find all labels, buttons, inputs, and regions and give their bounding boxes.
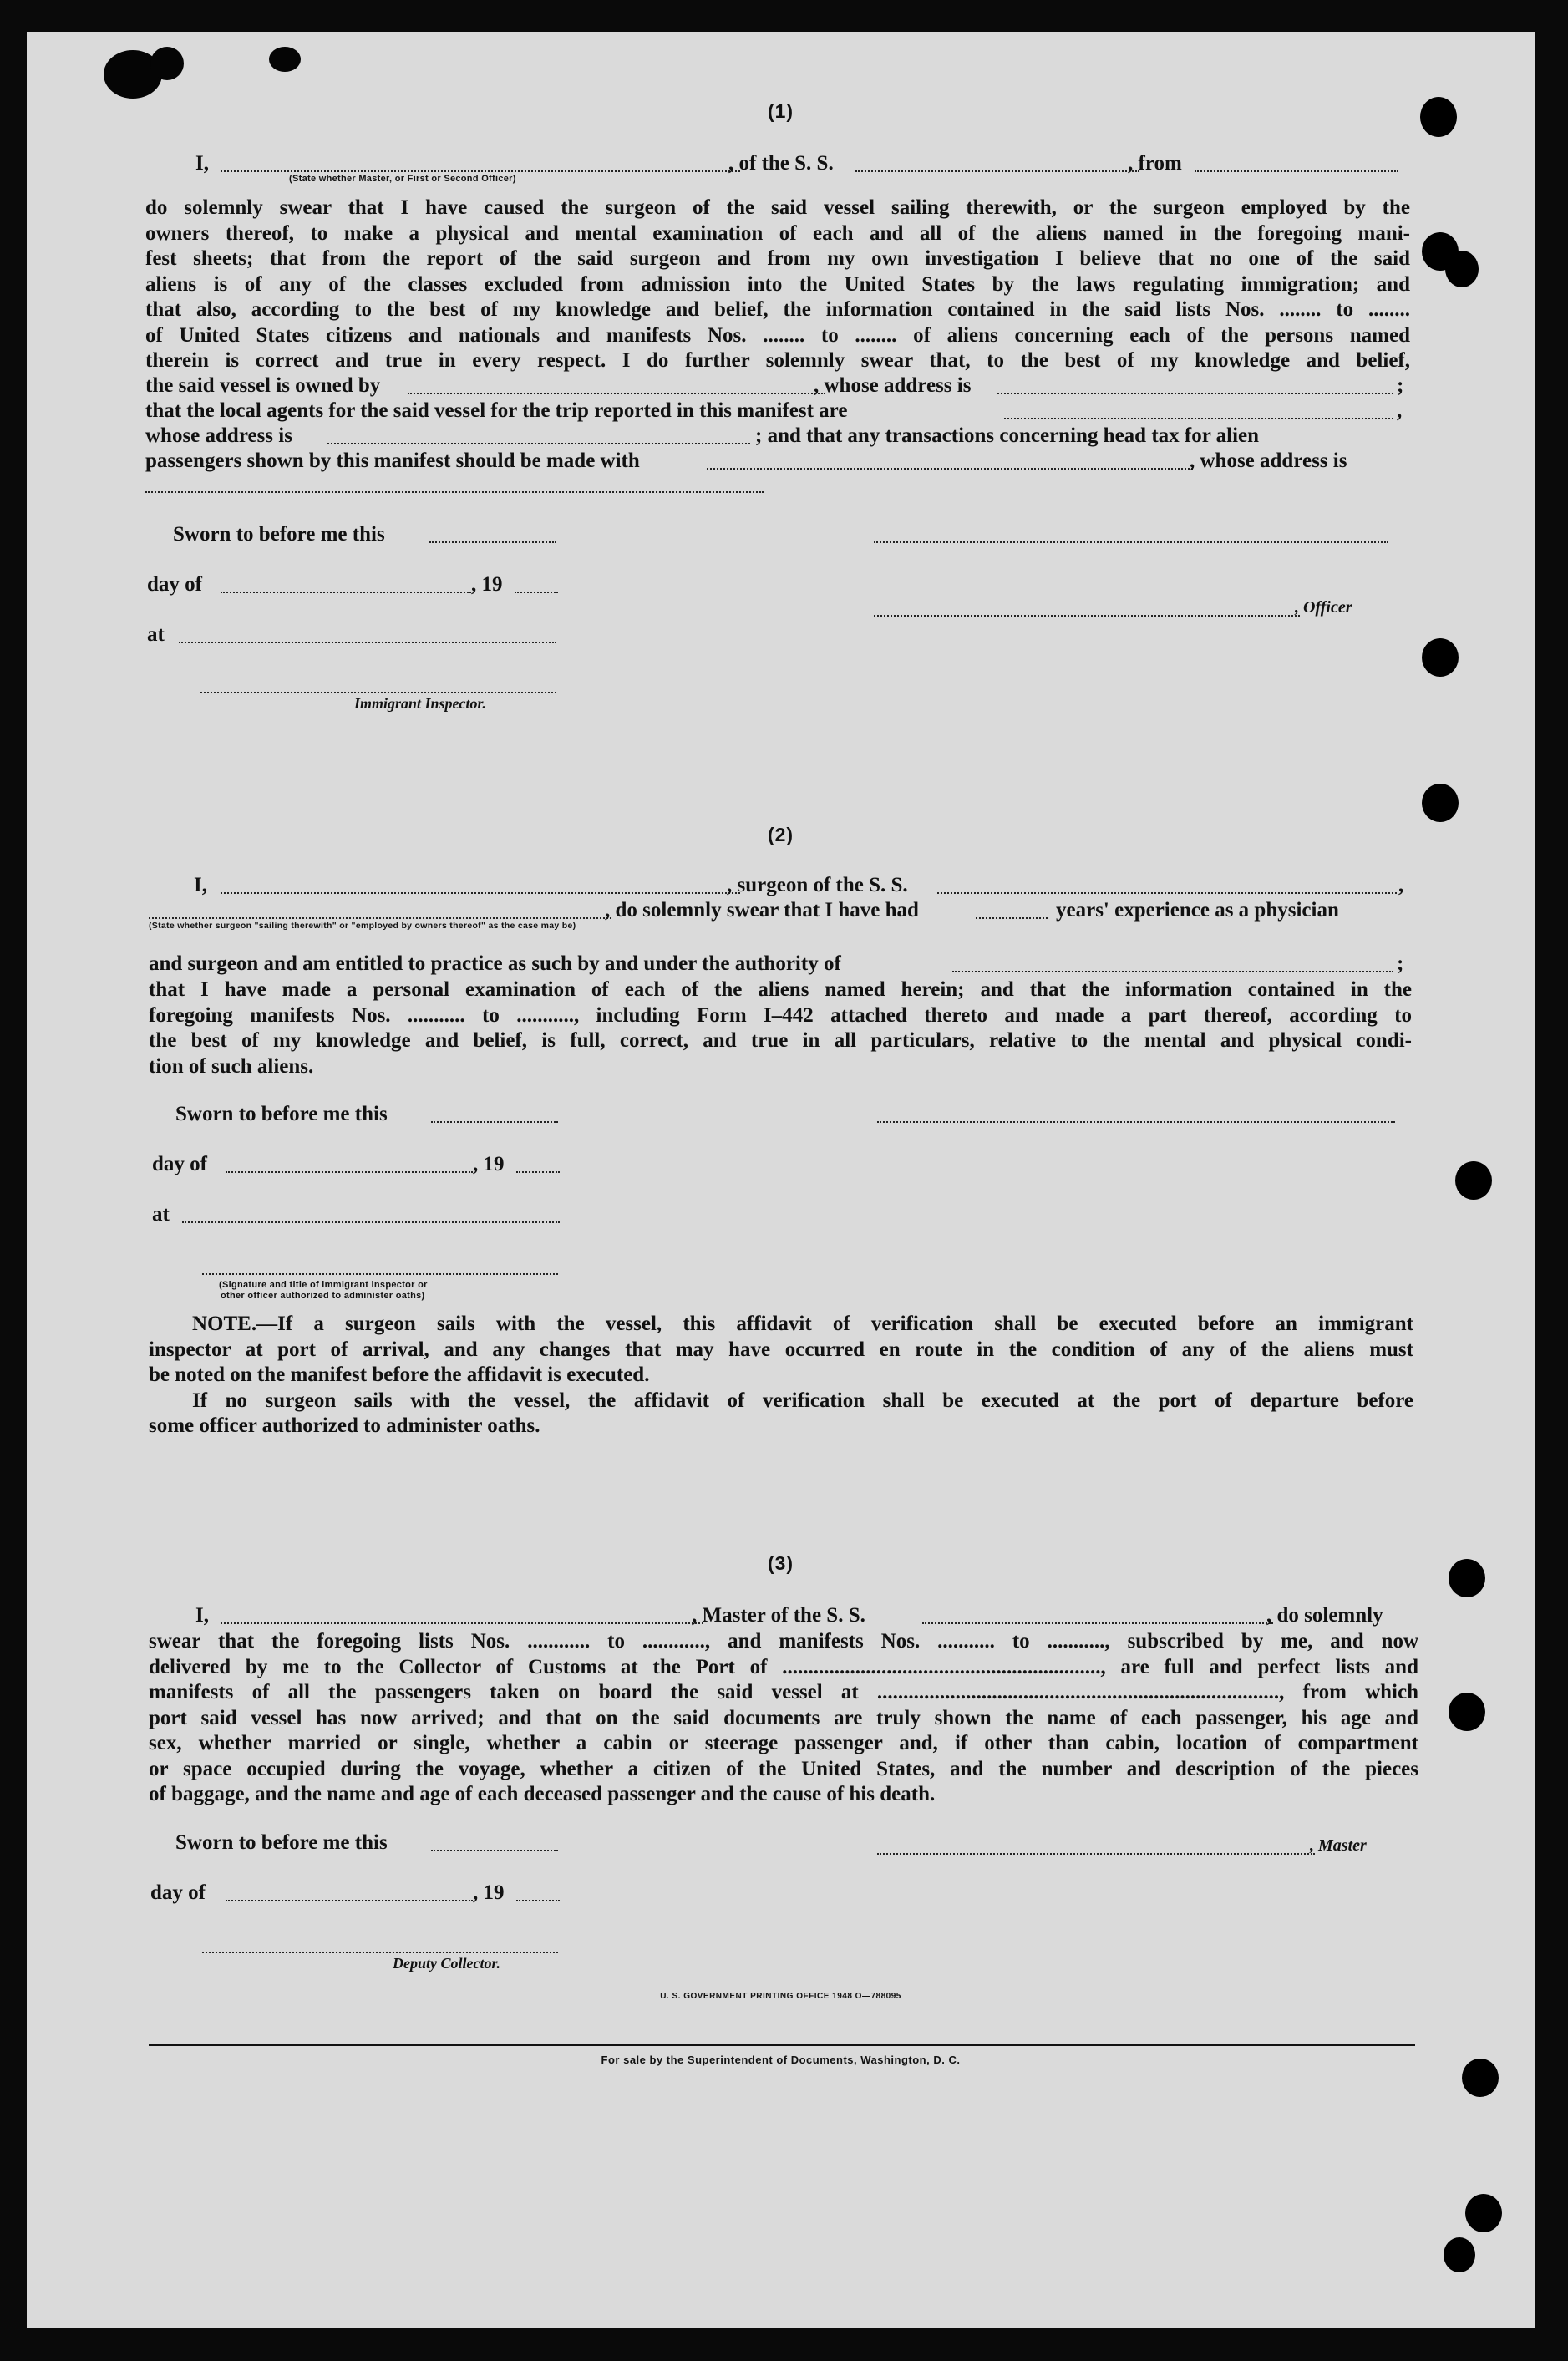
blank-field[interactable] xyxy=(221,592,471,593)
s2-note-line: be noted on the manifest before the affidavit is executed. xyxy=(149,1363,650,1386)
s2-years: years' experience as a physician xyxy=(1056,899,1339,922)
blank-field[interactable] xyxy=(976,917,1048,919)
s3-body-line: port said vessel has now arrived; and that on the said documents are truly shown the name of each passenger, his age and xyxy=(149,1706,1418,1729)
s2-note-line: If no surgeon sails with the vessel, the affidavit of verification shall be executed at the port of departure before xyxy=(192,1389,1413,1412)
s1-line-i: I, xyxy=(195,152,209,175)
s1-body-line: do solemnly swear that I have caused the surgeon of the said vessel sailing therewith, or the surgeon employed by the xyxy=(145,196,1410,219)
s1-nineteen: , 19 xyxy=(471,573,503,596)
punch-hole xyxy=(1444,2237,1475,2272)
s2-semicolon: ; xyxy=(1397,952,1404,975)
s2-body-line: tion of such aliens. xyxy=(149,1054,314,1078)
s2-nineteen: , 19 xyxy=(473,1153,505,1175)
punch-hole xyxy=(1445,251,1479,287)
punch-hole xyxy=(1455,1161,1492,1200)
ink-blot xyxy=(150,47,184,80)
blank-field[interactable] xyxy=(937,892,1397,894)
s1-body-line: of United States citizens and nationals and manifests Nos. ........ to ........ of aliens concerning each of the persons named xyxy=(145,323,1410,347)
section-3-number: (3) xyxy=(767,1552,794,1574)
s2-body xyxy=(149,977,1412,1079)
blank-field[interactable] xyxy=(922,1622,1273,1624)
s3-sworn: Sworn to before me this xyxy=(175,1831,388,1854)
blank-field[interactable] xyxy=(431,1121,558,1123)
s2-caption: (State whether surgeon "sailing therewith" or "employed by owners thereof" as the case may be) xyxy=(149,921,576,931)
s3-body xyxy=(149,1629,1418,1808)
signature-line[interactable] xyxy=(877,1121,1395,1123)
s1-officer: , Officer xyxy=(1295,598,1352,617)
punch-hole xyxy=(1465,2194,1502,2232)
punch-hole xyxy=(1449,1693,1485,1731)
footer-rule xyxy=(149,2044,1415,2046)
s3-nineteen: , 19 xyxy=(473,1881,505,1904)
printing-office: U. S. GOVERNMENT PRINTING OFFICE 1948 O—788095 xyxy=(660,1992,901,2001)
master-signature-line[interactable] xyxy=(877,1853,1315,1855)
s3-master-of: , Master of the S. S. xyxy=(692,1604,865,1627)
s1-body-line: therein is correct and true in every respect. I do further solemnly swear that, to the best of my knowledge and belief, xyxy=(145,349,1410,372)
s3-body-line: of baggage, and the name and age of each deceased passenger and the cause of his death. xyxy=(149,1783,936,1805)
s3-body-line: sex, whether married or single, whether a cabin or steerage passenger and, if other than cabin, location of compartment xyxy=(149,1732,1418,1754)
blank-field[interactable] xyxy=(952,971,1393,972)
s2-body-line: that I have made a personal examination of each of the aliens named herein; and that the information contained in the xyxy=(149,978,1412,1001)
s1-at: at xyxy=(147,623,165,646)
inspector-signature-line[interactable] xyxy=(200,692,556,693)
s1-semicolon: ; xyxy=(1397,374,1404,397)
blank-field[interactable] xyxy=(1195,170,1398,172)
s2-body-line: the best of my knowledge and belief, is full, correct, and true in all particulars, relative to the mental and physical condi- xyxy=(149,1029,1412,1052)
deputy-signature-line[interactable] xyxy=(202,1952,558,1953)
s3-body-line: or space occupied during the voyage, whether a citizen of the United States, and the number and description of the pieces xyxy=(149,1757,1418,1780)
s1-body-line: aliens is of any of the classes excluded from admission into the United States by the laws regulating immigration; and xyxy=(145,272,1410,296)
inspector-signature-line[interactable] xyxy=(202,1273,558,1275)
s1-body-line: fest sheets; that from the report of the said surgeon and from my own investigation I believe that no one of the said xyxy=(145,247,1410,270)
s1-owned-by: the said vessel is owned by xyxy=(145,374,381,397)
s2-note-line: inspector at port of arrival, and any changes that may have occurred en route in the condition of any of the aliens must xyxy=(149,1338,1413,1361)
blank-field[interactable] xyxy=(226,1171,473,1173)
s2-note xyxy=(149,1312,1413,1439)
s3-body-line: delivered by me to the Collector of Customs at the Port of ............................................................., are full and perfect lists and xyxy=(149,1655,1418,1678)
blank-field[interactable] xyxy=(997,393,1393,394)
s2-at: at xyxy=(152,1203,170,1226)
s3-master: , Master xyxy=(1310,1836,1367,1855)
s1-day-of: day of xyxy=(147,573,202,596)
blank-field[interactable] xyxy=(515,592,558,593)
s1-comma: , xyxy=(1397,399,1403,422)
s1-local-agents: that the local agents for the said vessel for the trip reported in this manifest are xyxy=(145,399,848,422)
s1-from: , from xyxy=(1128,152,1182,175)
blank-field[interactable] xyxy=(221,892,740,894)
blank-field[interactable] xyxy=(226,1900,473,1901)
s1-passengers: passengers shown by this manifest should be made with xyxy=(145,449,640,472)
s1-body xyxy=(145,195,1410,374)
s2-sig-caption-2: other officer authorized to administer oaths) xyxy=(221,1291,425,1301)
s2-line-i: I, xyxy=(194,874,207,896)
punch-hole xyxy=(1422,784,1459,822)
officer-signature-line[interactable] xyxy=(874,615,1300,617)
blank-field[interactable] xyxy=(149,917,611,919)
blank-field[interactable] xyxy=(516,1900,560,1901)
s1-caption: (State whether Master, or First or Second Officer) xyxy=(289,174,516,184)
s1-whose-address-3: , whose address is xyxy=(1190,449,1347,472)
s2-comma: , xyxy=(1398,874,1404,896)
s1-sworn: Sworn to before me this xyxy=(173,523,385,546)
s2-note-line: some officer authorized to administer oaths. xyxy=(149,1414,540,1437)
for-sale-notice: For sale by the Superintendent of Documents, Washington, D. C. xyxy=(601,2054,961,2066)
blank-field[interactable] xyxy=(179,642,556,643)
s2-day-of: day of xyxy=(152,1153,207,1175)
blank-field[interactable] xyxy=(1004,418,1393,419)
s2-surgeon-of: , surgeon of the S. S. xyxy=(727,874,908,896)
blank-field[interactable] xyxy=(855,170,1139,172)
s3-deputy: Deputy Collector. xyxy=(393,1955,500,1972)
blank-field[interactable] xyxy=(221,170,740,172)
s1-body-line: owners thereof, to make a physical and mental examination of each and all of the aliens named in the foregoing mani- xyxy=(145,221,1410,245)
section-2-number: (2) xyxy=(767,824,794,845)
s2-solemnly: , do solemnly swear that I have had xyxy=(605,899,919,922)
section-1-number: (1) xyxy=(767,100,794,122)
s2-body-line: foregoing manifests Nos. ........... to ..........., including Form I–442 attached thereto and made a part thereof, according to xyxy=(149,1003,1412,1027)
s3-do-solemnly: , do solemnly xyxy=(1266,1604,1383,1627)
s1-body-line: that also, according to the best of my knowledge and belief, the information contained in the said lists Nos. ........ to ........ xyxy=(145,298,1410,321)
s2-authority: and surgeon and am entitled to practice as such by and under the authority of xyxy=(149,952,841,975)
blank-field[interactable] xyxy=(707,468,1193,470)
s1-of-ss: , of the S. S. xyxy=(728,152,834,175)
ink-blot xyxy=(269,47,301,72)
blank-field[interactable] xyxy=(408,393,825,394)
s3-body-line: manifests of all the passengers taken on board the said vessel at ............................................................................., from which xyxy=(149,1681,1418,1703)
s3-body-line: swear that the foregoing lists Nos. ............ to ............, and manifests Nos. ........... to ..........., subscribed by me, and now xyxy=(149,1630,1418,1653)
form-page xyxy=(27,32,1535,2328)
s1-inspector: Immigrant Inspector. xyxy=(354,695,487,712)
blank-field[interactable] xyxy=(145,491,764,493)
s1-whose-address-2: whose address is xyxy=(145,424,292,447)
blank-field[interactable] xyxy=(182,1221,560,1223)
s1-whose-address: , whose address is xyxy=(814,374,972,397)
blank-field[interactable] xyxy=(327,443,750,444)
blank-field[interactable] xyxy=(429,541,556,543)
blank-field[interactable] xyxy=(431,1850,558,1851)
s3-line-i: I, xyxy=(195,1604,209,1627)
signature-line[interactable] xyxy=(874,541,1388,543)
s2-note-line: NOTE.—If a surgeon sails with the vessel, this affidavit of verification shall be executed before an immigrant xyxy=(192,1313,1413,1335)
s1-head-tax: ; and that any transactions concerning head tax for alien xyxy=(755,424,1260,447)
s2-sworn: Sworn to before me this xyxy=(175,1103,388,1125)
s2-sig-caption-1: (Signature and title of immigrant inspector or xyxy=(219,1280,428,1290)
blank-field[interactable] xyxy=(516,1171,560,1173)
punch-hole xyxy=(1422,638,1459,677)
blank-field[interactable] xyxy=(221,1622,703,1624)
s3-day-of: day of xyxy=(150,1881,206,1904)
